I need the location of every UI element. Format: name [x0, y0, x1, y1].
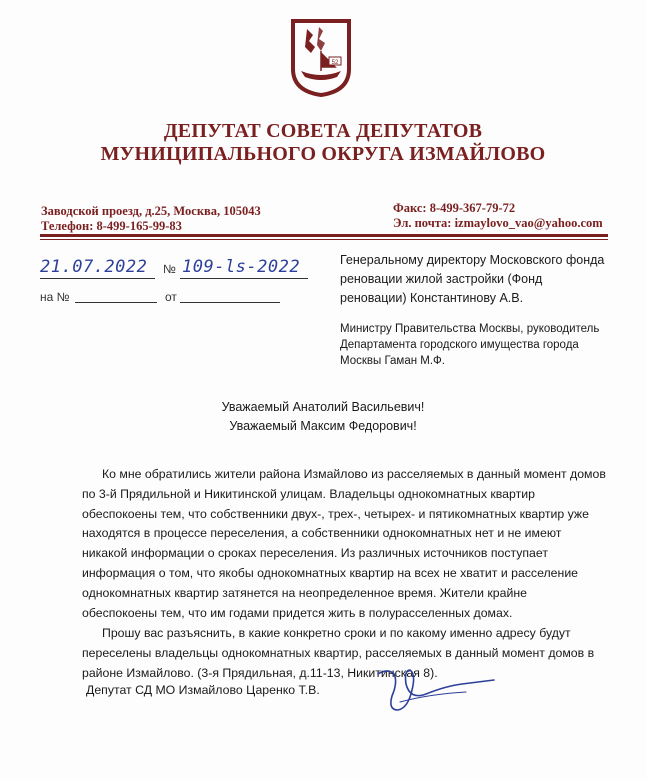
addressee-2-line2: Департамента городского имущества города [340, 339, 579, 351]
emblem-plaque-number: 52 [331, 60, 339, 66]
greeting-line2: Уважаемый Максим Федорович! [229, 419, 417, 433]
header-divider-thin [40, 239, 608, 240]
handwritten-signature-icon [370, 660, 500, 720]
body-p2-line: переселены владельцы однокомнатных квартир, расселяемых в данный момент домов в [82, 645, 595, 660]
header-title-line1: ДЕПУТАТ СОВЕТА ДЕПУТАТОВ [163, 120, 483, 142]
addressee-1-line3: реновации) Константинову А.В. [340, 291, 524, 305]
body-p1-line: однокомнатных квартир затянется на неопределенное время. Жители крайне [82, 585, 527, 600]
body-p1-line: обеспокоены тем, что собственники двух-, трех-, четырех- и пятикомнатных квартир уже [82, 506, 589, 521]
addressee-2-line1: Министру Правительства Москвы, руководитель [340, 323, 600, 335]
body-p1-line: информация о том, что якобы однокомнатных квартир на всех не хватит и расселение [82, 565, 579, 580]
coat-of-arms-icon [289, 17, 353, 97]
registration-number-line [180, 266, 308, 279]
body-paragraph-2 [82, 624, 594, 683]
header-divider-thick [40, 234, 608, 237]
greeting-line1: Уважаемый Анатолий Васильевич! [221, 400, 425, 414]
registration-number-sign: № [163, 262, 176, 276]
body-p2-line: районе Измайлово. (3-я Прядильная, д.11-13, Никитинская 8). [82, 665, 438, 680]
addressee-1-line1: Генеральному директору Московского фонда [340, 253, 605, 267]
body-paragraph-1 [82, 465, 606, 623]
header-title-line2: МУНИЦИПАЛЬНОГО ОКРУГА ИЗМАЙЛОВО [100, 143, 546, 165]
registration-date: 21.07.2022 [40, 257, 148, 277]
on-no-line [75, 290, 157, 303]
addressee-1-line2: реновации жилой застройки (Фонд [340, 272, 543, 286]
header-phone: Телефон: 8-499-165-99-83 [41, 219, 182, 233]
body-p1-line: никакой информации о сроках переселения. Из различных источников поступает [82, 546, 548, 561]
header-fax: Факс: 8-499-367-79-72 [393, 201, 516, 215]
header-email: Эл. почта: izmaylovo_vao@yahoo.com [393, 216, 603, 230]
body-p1-line: находятся в процессе переселения, а собственники однокомнатных нет и не имеют [82, 526, 562, 541]
from-line [180, 290, 280, 303]
body-p1-line: Ко мне обратились жители района Измайлово из расселяемых в данный момент домов [102, 467, 606, 481]
body-p1-line: по 3-й Прядильной и Никитинской улицам. Владельцы однокомнатных квартир [82, 486, 535, 501]
body-p2-line: Прошу вас разъяснить, в какие конкретно сроки и по какому именно адресу будут [102, 626, 571, 640]
addressee-2-line3: Москвы Гаман М.Ф. [340, 355, 445, 367]
on-no-label: на № [40, 290, 70, 304]
from-label: от [165, 290, 177, 304]
registration-number: 109-ls-2022 [182, 257, 301, 277]
header-address: Заводской проезд, д.25, Москва, 105043 [41, 204, 261, 218]
signature-text: Депутат СД МО Измайлово Царенко Т.В. [86, 683, 320, 697]
registration-date-line [40, 266, 155, 279]
body-p1-line: обеспокоены тем, что им годами придется жить в полурасселенных домах. [82, 605, 513, 620]
